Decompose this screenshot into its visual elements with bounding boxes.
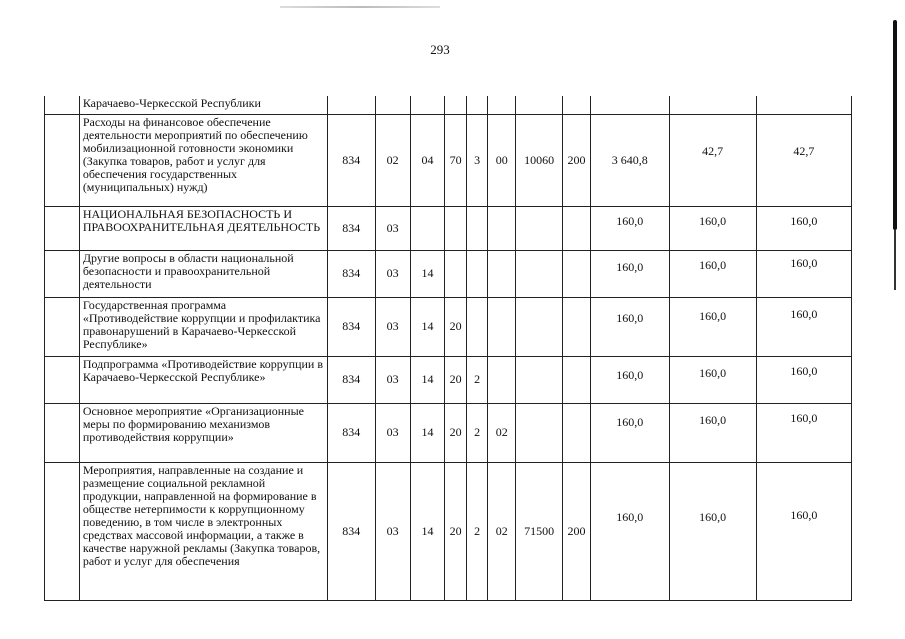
section-code: 03 [375,403,410,462]
budget-table [44,96,852,601]
sum-year-3: 42,7 [756,114,851,206]
sum-year-1: 160,0 [590,250,669,297]
row-name: Мероприятия, направленные на создание и размещение социальной рекламной продукции, направленной на формирование в обществе нетерпимости к коррупционному поведению, в том числе в электронных средствах массовой информации, а также в качестве наружной рекламы (Закупка товаров, работ и услуг для обеспечения [79,462,327,600]
program-code: 70 [445,114,467,206]
main-event-code: 02 [488,462,516,600]
sum-year-1 [590,96,669,114]
subprogram-code: 3 [466,114,488,206]
admin-code [327,96,375,114]
row-name: НАЦИОНАЛЬНАЯ БЕЗОПАСНОСТЬ И ПРАВООХРАНИТЕЛЬНАЯ ДЕЯТЕЛЬНОСТЬ [79,206,327,250]
section-code: 03 [375,250,410,297]
table-row [45,114,852,206]
sum-year-2: 160,0 [669,297,756,356]
section-code: 02 [375,114,410,206]
page-number: 293 [430,42,450,57]
sum-year-3: 160,0 [756,297,851,356]
subsection-code: 14 [410,403,445,462]
direction-code [516,206,563,250]
admin-code: 834 [327,114,375,206]
section-code: 03 [375,356,410,403]
table-row [45,96,852,114]
sum-year-2: 160,0 [669,250,756,297]
sum-year-1: 3 640,8 [590,114,669,206]
sum-year-2: 42,7 [669,114,756,206]
admin-code: 834 [327,250,375,297]
expense-type-code [563,403,591,462]
expense-type-code: 200 [563,114,591,206]
section-code: 03 [375,462,410,600]
row-index-cell [45,96,80,114]
sum-year-3 [756,96,851,114]
sum-year-3: 160,0 [756,403,851,462]
direction-code [516,96,563,114]
row-index-cell [45,206,80,250]
subprogram-code: 2 [466,462,488,600]
program-code [445,206,467,250]
subsection-code: 14 [410,250,445,297]
main-event-code [488,297,516,356]
sum-year-3: 160,0 [756,462,851,600]
subprogram-code: 2 [466,356,488,403]
expense-type-code [563,356,591,403]
row-name: Подпрограмма «Противодействие коррупции в Карачаево-Черкесской Республике» [79,356,327,403]
direction-code [516,403,563,462]
subsection-code [410,96,445,114]
sum-year-3: 160,0 [756,356,851,403]
admin-code: 834 [327,206,375,250]
table-row [45,462,852,600]
expense-type-code: 200 [563,462,591,600]
scan-smudge [280,6,440,8]
expense-type-code [563,206,591,250]
row-index-cell [45,462,80,600]
table-row [45,403,852,462]
row-index-cell [45,297,80,356]
row-name: Расходы на финансовое обеспечение деятельности мероприятий по обеспечению мобилизационной готовности экономики (Закупка товаров, работ и услуг для обеспечения государственных (муниципальных) нужд) [79,114,327,206]
sum-year-3: 160,0 [756,250,851,297]
table-row [45,250,852,297]
admin-code: 834 [327,297,375,356]
row-index-cell [45,356,80,403]
section-code [375,96,410,114]
row-name: Основное мероприятие «Организационные меры по формированию механизмов противодействия коррупции» [79,403,327,462]
subsection-code: 14 [410,356,445,403]
row-name: Другие вопросы в области национальной безопасности и правоохранительной деятельности [79,250,327,297]
direction-code: 71500 [516,462,563,600]
expense-type-code [563,96,591,114]
direction-code [516,250,563,297]
table-row [45,297,852,356]
sum-year-2: 160,0 [669,462,756,600]
subsection-code: 04 [410,114,445,206]
admin-code: 834 [327,462,375,600]
direction-code [516,297,563,356]
subprogram-code [466,250,488,297]
sum-year-2: 160,0 [669,403,756,462]
admin-code: 834 [327,356,375,403]
program-code: 20 [445,403,467,462]
sum-year-1: 160,0 [590,206,669,250]
table-row [45,356,852,403]
sum-year-2: 160,0 [669,206,756,250]
row-index-cell [45,250,80,297]
subsection-code: 14 [410,297,445,356]
main-event-code: 02 [488,403,516,462]
subprogram-code [466,297,488,356]
subprogram-code: 2 [466,403,488,462]
row-index-cell [45,403,80,462]
expense-type-code [563,297,591,356]
subprogram-code [466,206,488,250]
section-code: 03 [375,297,410,356]
subprogram-code [466,96,488,114]
table-row [45,206,852,250]
scan-edge-mark [893,20,897,230]
row-name: Государственная программа «Противодействие коррупции и профилактика правонарушений в Карачаево-Черкесской Республике» [79,297,327,356]
direction-code [516,356,563,403]
sum-year-1: 160,0 [590,297,669,356]
program-code [445,96,467,114]
section-code: 03 [375,206,410,250]
sum-year-1: 160,0 [590,462,669,600]
sum-year-2: 160,0 [669,356,756,403]
row-index-cell [45,114,80,206]
main-event-code [488,250,516,297]
main-event-code: 00 [488,114,516,206]
program-code: 20 [445,462,467,600]
sum-year-1: 160,0 [590,356,669,403]
main-event-code [488,206,516,250]
main-event-code [488,96,516,114]
program-code [445,250,467,297]
direction-code: 10060 [516,114,563,206]
admin-code: 834 [327,403,375,462]
program-code: 20 [445,356,467,403]
expense-type-code [563,250,591,297]
scan-edge-mark-lower [894,230,896,290]
subsection-code: 14 [410,462,445,600]
program-code: 20 [445,297,467,356]
main-event-code [488,356,516,403]
row-name: Карачаево-Черкесской Республики [79,96,327,114]
sum-year-2 [669,96,756,114]
subsection-code [410,206,445,250]
sum-year-1: 160,0 [590,403,669,462]
sum-year-3: 160,0 [756,206,851,250]
